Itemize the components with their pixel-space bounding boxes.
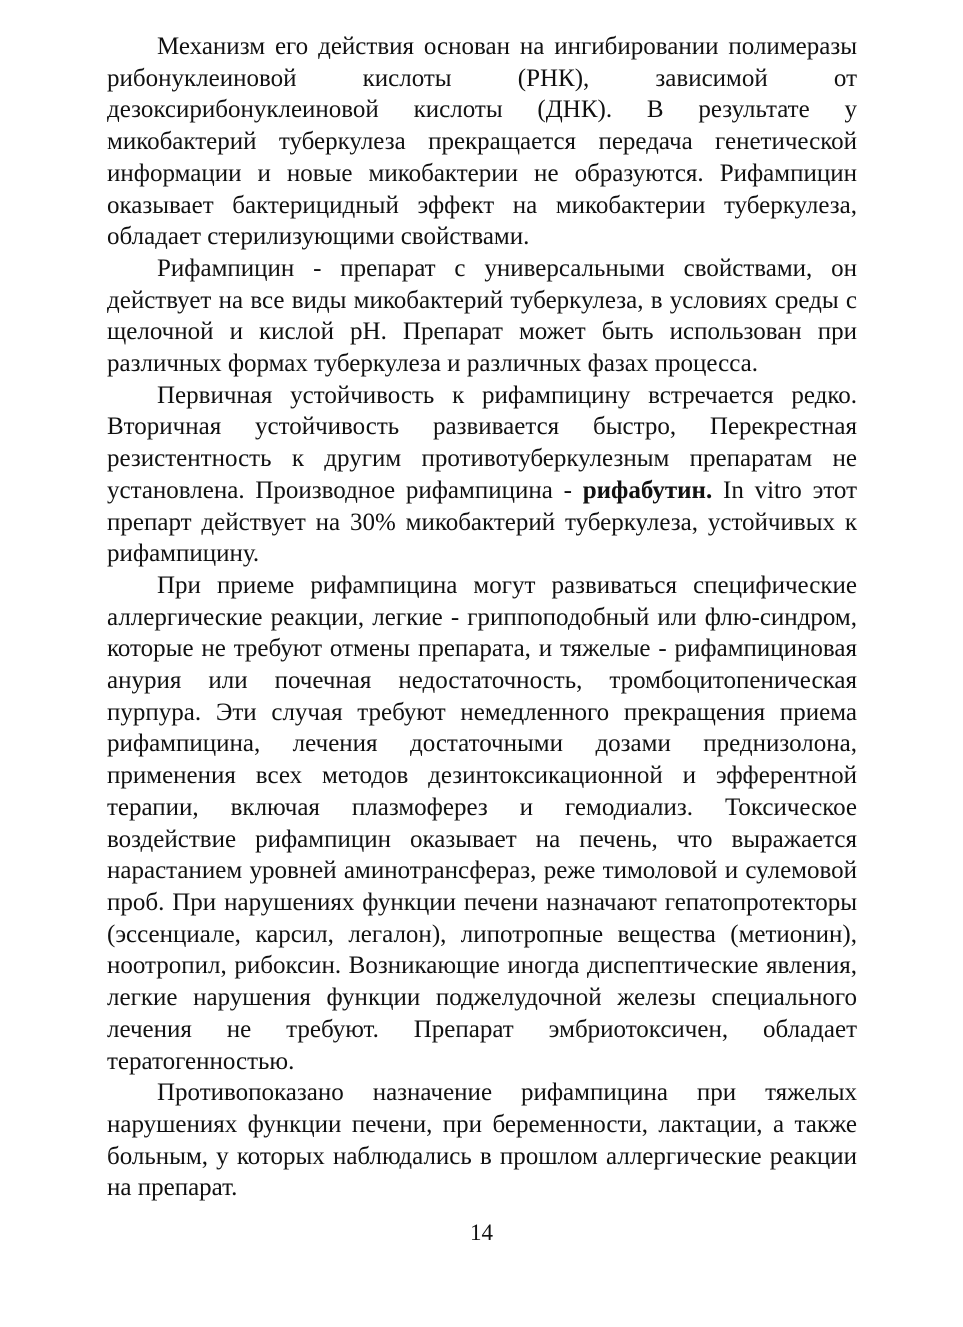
body-text — [107, 31, 857, 1204]
paragraph-resistance — [107, 380, 857, 570]
paragraph-resistance-text-before: Первичная устойчивость к рифампицину встречается редко. Вторичная устойчивость развивается быстро, Перекрестная резистентность к другим противотуберкулезным препаратам не установлена. Производное рифампицина - — [107, 381, 857, 504]
paragraph-universal-properties: Рифампицин - препарат с универсальными свойствами, он действует на все виды микобактерий туберкулеза, в условиях среды с щелочной и кислой pH. Препарат может быть использован при различных формах туберкулеза и различных фазах процесса. — [107, 254, 857, 378]
page-number: 14 — [470, 1220, 493, 1245]
paragraph-mechanism: Механизм его действия основан на ингибировании полимеразы рибонуклеиновой кислоты (РНК), зависимой от дезоксирибонуклеиновой кислоты (ДНК). В результате у микобактерий туберкулеза прекращается передача генетической информации и новые микобактерии не образуются. Рифампицин оказывает бактерицидный эффект на микобактерии туберкулеза, обладает стерилизующими свойствами. — [107, 33, 857, 251]
paragraph-contraindications: Противопоказано назначение рифампицина при тяжелых нарушениях функции печени, при беременности, лактации, а также больным, у которых наблюдались в прошлом аллергические реакции на препарат. — [107, 1079, 857, 1202]
rifabutin-term: рифабутин. — [582, 476, 713, 504]
paragraph-resistance-text-after: In vitro этот препарт действует на 30% микобактерий туберкулеза, устойчивых к рифампицину. — [107, 476, 858, 568]
paragraph-side-effects: При приеме рифампицина могут развиваться специфические аллергические реакции, легкие - гриппоподобный или флю-синдром, которые не требуют отмены препарата, и тяжелые - рифампициновая анурия или почечная недостаточность, тромбоцитопеническая пурпура. Эти случая требуют немедленного прекращения приема рифампицина, лечения достаточными дозами преднизолона, применения всех методов дезинтоксикационной и эфферентной терапии, включая плазмоферез и гемодиализ. Токсическое воздействие рифампицин оказывает на печень, что выражается нарастанием уровней аминотрансфераз, реже тимоловой и сулемовой проб. При нарушениях функции печени назначают гепатопротекторы (эссенциале, карсил, легалон), липотропные вещества (метионин), ноотропил, рибоксин. Возникающие иногда диспептические явления, легкие нарушения функции поджелудочной железы специального лечения не требуют. Препарат эмбриотоксичен, обладает тератогенностью. — [107, 571, 857, 1075]
